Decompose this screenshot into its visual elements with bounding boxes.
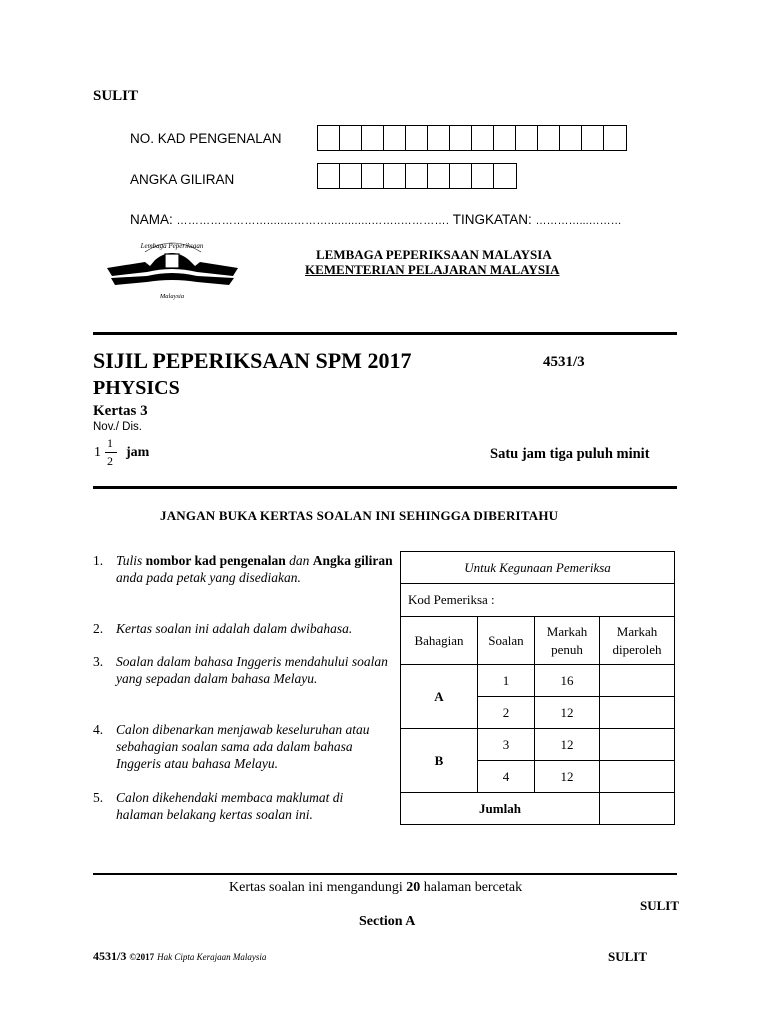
footer-code: 4531/3 — [93, 949, 127, 963]
angka-digit-box[interactable] — [384, 164, 406, 188]
board-name: LEMBAGA PEPERIKSAAN MALAYSIA — [316, 247, 552, 262]
markah-diperoleh-cell[interactable] — [600, 729, 675, 761]
subject-title: PHYSICS — [93, 377, 180, 399]
ic-digit-box[interactable] — [494, 126, 516, 150]
copyright-text: Hak Cipta Kerajaan Malaysia — [157, 952, 267, 962]
section-a-cell: A — [401, 665, 478, 729]
page-count-note: Kertas soalan ini mengandungi 20 halaman bercetak — [229, 880, 523, 895]
duration-unit: jam — [126, 445, 150, 460]
ic-digit-box[interactable] — [516, 126, 538, 150]
total-label: Jumlah — [401, 793, 600, 825]
warning-notice: JANGAN BUKA KERTAS SOALAN INI SEHINGGA DIBERITAHU — [160, 508, 559, 523]
instruction-1: 1. Tulis nombor kad pengenalan dan Angka giliran anda pada petak yang disediakan. — [93, 553, 393, 585]
angka-digit-box[interactable] — [362, 164, 384, 188]
soalan-cell: 2 — [478, 697, 535, 729]
angka-digit-box[interactable] — [428, 164, 450, 188]
instruction-4: 4. Calon dibenarkan menjawab keseluruhan atau sebahagian soalan sama ada dalam bahasa Inggeris atau bahasa Melayu. — [93, 722, 370, 771]
copyright-line — [93, 949, 266, 964]
ic-digit-box[interactable] — [406, 126, 428, 150]
name-label: NAMA: — [130, 212, 173, 227]
fraction-bar — [105, 452, 117, 453]
section-heading: Section A — [359, 914, 416, 929]
angka-digit-box[interactable] — [406, 164, 428, 188]
exam-session: Nov./ Dis. — [93, 421, 142, 433]
duration-whole: 1 — [94, 445, 101, 460]
markah-penuh-cell: 12 — [535, 729, 600, 761]
table-title: Untuk Kegunaan Pemeriksa — [401, 552, 675, 584]
ic-number-boxes[interactable] — [317, 125, 627, 151]
duration-words: Satu jam tiga puluh minit — [490, 446, 650, 462]
instruction-3: 3. Soalan dalam bahasa Inggeris mendahului soalan yang sepadan dalam bahasa Melayu. — [93, 654, 388, 686]
soalan-cell: 1 — [478, 665, 535, 697]
angka-giliran-boxes[interactable] — [317, 163, 517, 189]
markah-penuh-cell: 12 — [535, 761, 600, 793]
top-divider — [93, 332, 677, 335]
total-cell[interactable] — [600, 793, 675, 825]
middle-divider — [93, 486, 677, 489]
table-row — [401, 665, 675, 697]
markah-penuh-cell: 12 — [535, 697, 600, 729]
ic-digit-box[interactable] — [318, 126, 340, 150]
angka-digit-box[interactable] — [318, 164, 340, 188]
angka-giliran-label: ANGKA GILIRAN — [130, 172, 235, 187]
table-row — [401, 729, 675, 761]
col-markah-diperoleh: Markah diperoleh — [600, 617, 675, 665]
instruction-5: 5. Calon dikehendaki membaca maklumat di halaman belakang kertas soalan ini. — [93, 790, 344, 822]
tingkatan-dots: …………...……… — [535, 215, 622, 227]
logo-arc-text: Lembaga Peperiksaan — [140, 242, 204, 250]
markah-penuh-cell: 16 — [535, 665, 600, 697]
ic-digit-box[interactable] — [450, 126, 472, 150]
bottom-divider — [93, 873, 677, 875]
paper-number: Kertas 3 — [93, 403, 148, 419]
section-b-cell: B — [401, 729, 478, 793]
markah-diperoleh-cell[interactable] — [600, 761, 675, 793]
sulit-footer-right: SULIT — [640, 898, 680, 913]
ic-digit-box[interactable] — [428, 126, 450, 150]
angka-digit-box[interactable] — [472, 164, 494, 188]
copyright-symbol: ©2017 — [129, 952, 155, 962]
markah-diperoleh-cell[interactable] — [600, 665, 675, 697]
ic-digit-box[interactable] — [340, 126, 362, 150]
examiner-marks-table — [400, 551, 675, 825]
lp-logo — [105, 238, 240, 304]
duration-denominator: 2 — [107, 454, 113, 468]
markah-diperoleh-cell[interactable] — [600, 697, 675, 729]
page-count: 20 — [406, 880, 421, 895]
tingkatan-label: TINGKATAN: — [452, 212, 532, 227]
ic-digit-box[interactable] — [582, 126, 604, 150]
name-line[interactable] — [130, 212, 622, 227]
logo-bottom-text: Malaysia — [159, 293, 185, 300]
angka-digit-box[interactable] — [340, 164, 362, 188]
ic-digit-box[interactable] — [538, 126, 560, 150]
instruction-2: 2. Kertas soalan ini adalah dalam dwibahasa. — [93, 621, 353, 636]
duration — [93, 436, 213, 470]
col-markah-penuh: Markah penuh — [535, 617, 600, 665]
ic-number-label: NO. KAD PENGENALAN — [130, 131, 282, 146]
name-dots: ……………………........……….............……..…………. — [176, 215, 450, 227]
ministry-name: KEMENTERIAN PELAJARAN MALAYSIA — [305, 262, 560, 277]
ic-digit-box[interactable] — [560, 126, 582, 150]
soalan-cell: 3 — [478, 729, 535, 761]
angka-digit-box[interactable] — [494, 164, 516, 188]
ic-digit-box[interactable] — [604, 126, 626, 150]
col-bahagian: Bahagian — [401, 617, 478, 665]
angka-digit-box[interactable] — [450, 164, 472, 188]
col-soalan: Soalan — [478, 617, 535, 665]
duration-numerator: 1 — [107, 436, 113, 450]
examiner-code-field[interactable]: Kod Pemeriksa : — [401, 584, 675, 617]
exam-title: SIJIL PEPERIKSAAN SPM 2017 — [93, 348, 412, 373]
sulit-label: SULIT — [93, 88, 139, 104]
paper-code: 4531/3 — [543, 354, 585, 370]
ic-digit-box[interactable] — [384, 126, 406, 150]
ic-digit-box[interactable] — [472, 126, 494, 150]
soalan-cell: 4 — [478, 761, 535, 793]
sulit-bottom: SULIT — [608, 949, 648, 964]
ic-digit-box[interactable] — [362, 126, 384, 150]
